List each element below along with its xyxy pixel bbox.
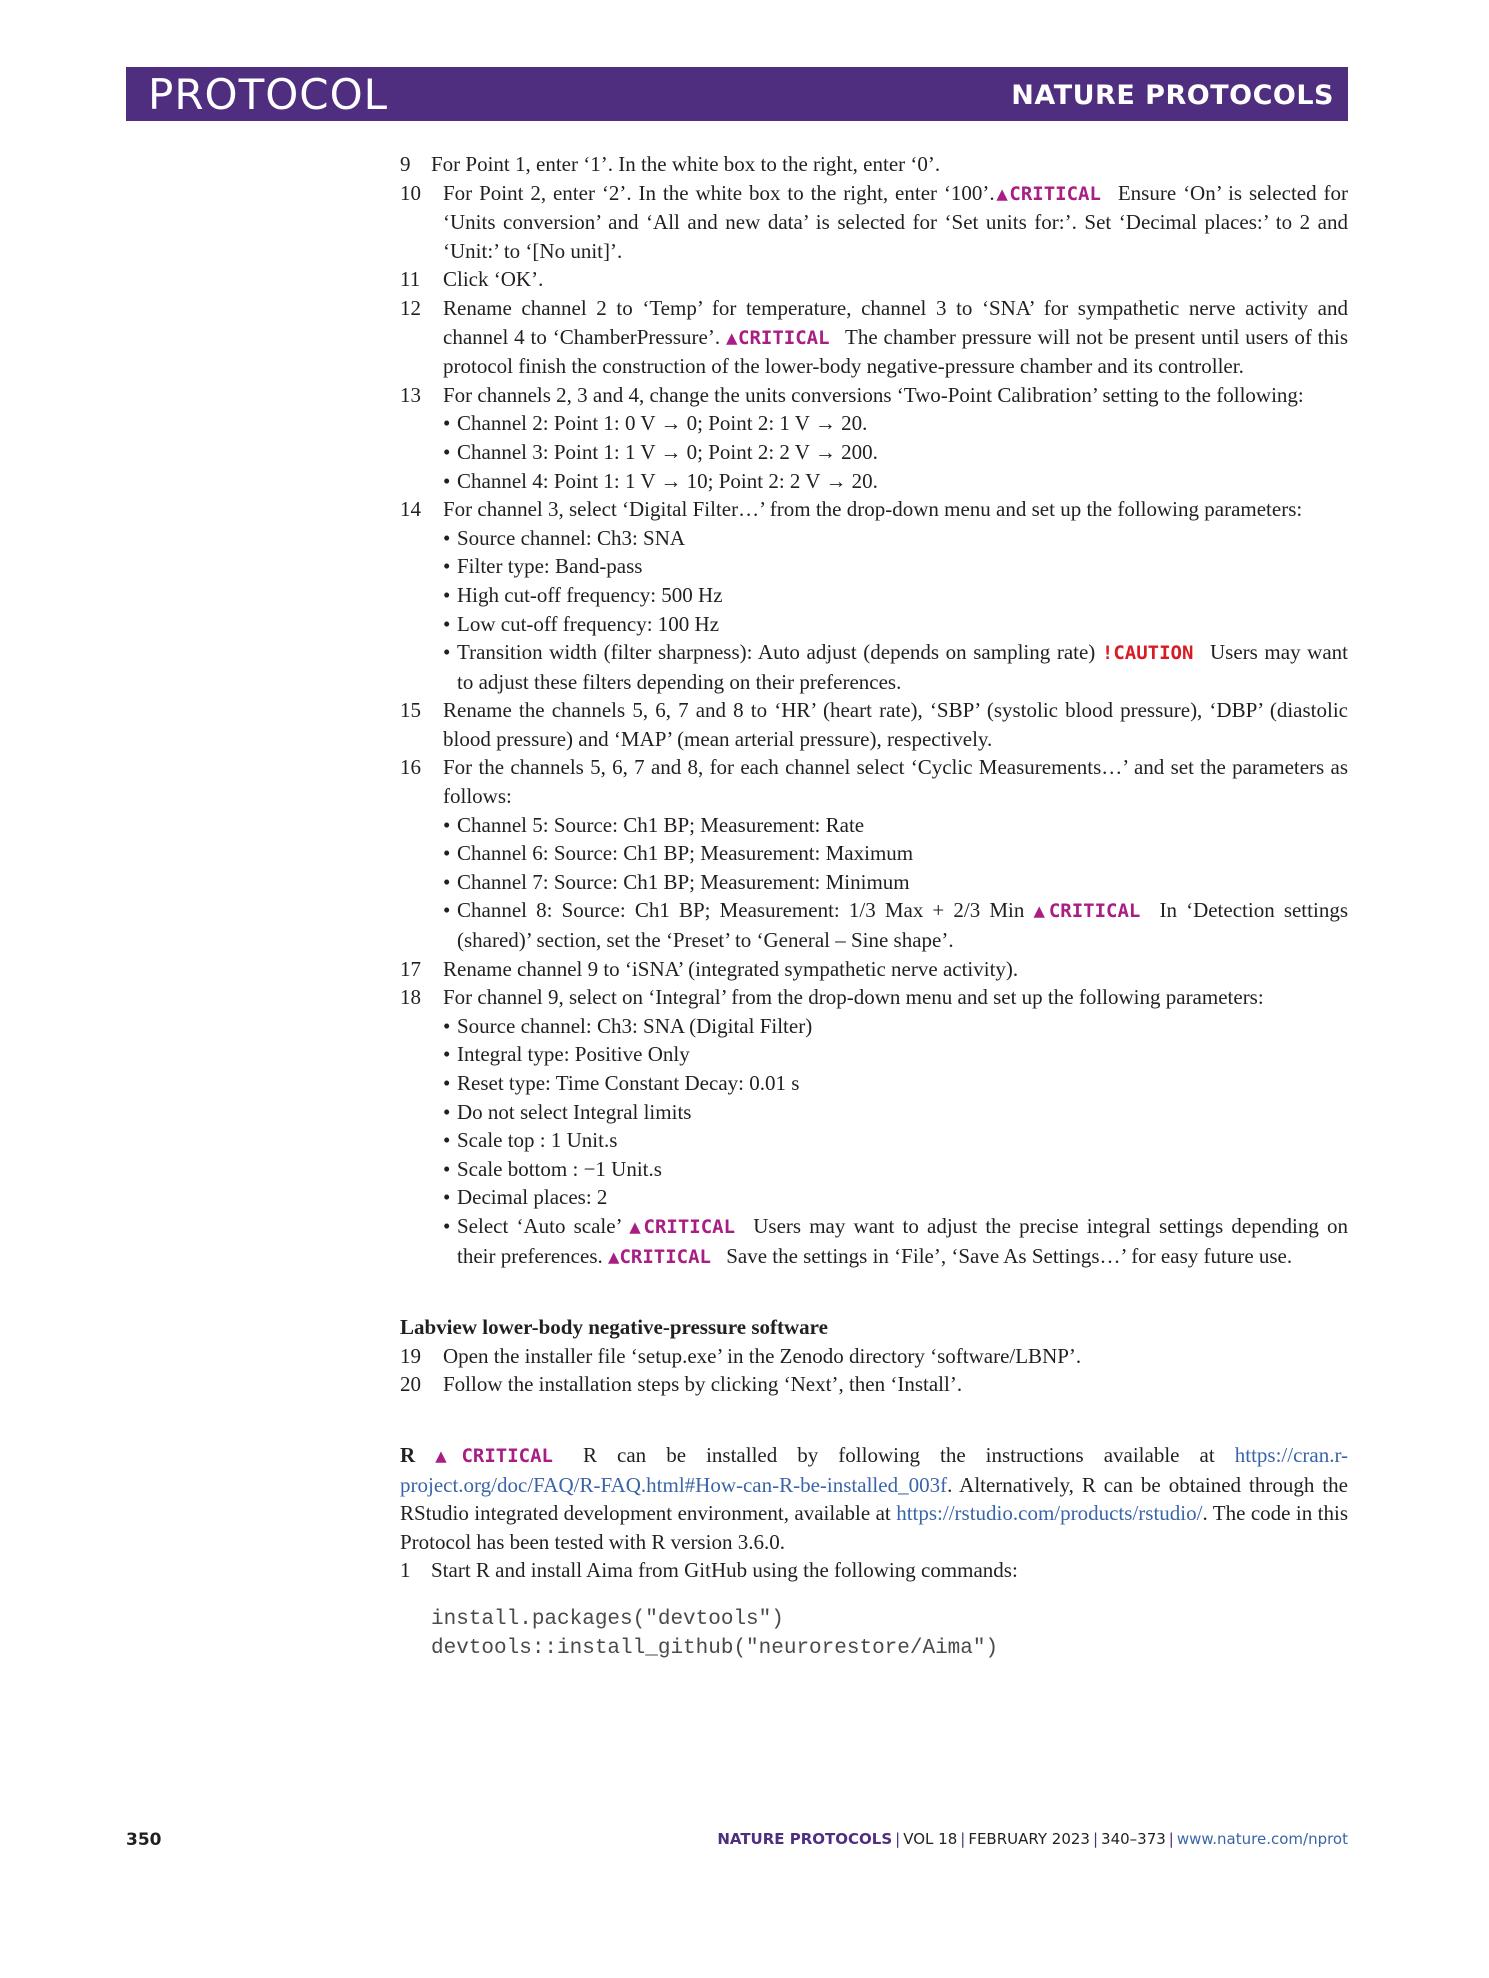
step-number: 12: [400, 295, 421, 320]
footer-journal-name: NATURE PROTOCOLS: [717, 1830, 893, 1848]
step-text: Ensure ‘On’ is selected for ‘Units conversion’ and ‘All and new data’ is selected for ‘Set units for:’. Set ‘Decimal places:’ to 2 and ‘Unit:’ to ‘[No unit]’.: [443, 180, 1348, 263]
paragraph-text: . The code in this Protocol has been tested with R version 3.6.0.: [400, 1501, 1349, 1554]
step-number: 1: [400, 1558, 411, 1583]
page-number: 350: [126, 1830, 162, 1850]
step-12: [400, 294, 1348, 381]
step-text: Follow the installation steps by clicking ‘Next’, then ‘Install’.: [443, 1372, 963, 1397]
list-item: • Do not select Integral limits: [443, 1098, 1348, 1127]
rstudio-link[interactable]: https://rstudio.com/products/rstudio/: [896, 1501, 1203, 1526]
step-text: Start R and install Aima from GitHub using the following commands:: [431, 1558, 1018, 1583]
list-item: • Scale top : 1 Unit.s: [443, 1126, 1348, 1155]
journal-title: NATURE PROTOCOLS: [1011, 80, 1334, 111]
step-10: [400, 179, 1348, 266]
list-item: • Scale bottom : −1 Unit.s: [443, 1155, 1348, 1184]
section-label: PROTOCOL: [148, 70, 389, 119]
list-item: [443, 638, 1348, 696]
list-item-text: In ‘Detection settings (shared)’ section, set the ‘Preset’ to ‘General – Sine shape’.: [457, 898, 1348, 953]
code-line: install.packages("devtools"): [431, 1607, 784, 1631]
step-number: 14: [400, 497, 421, 522]
separator: |: [1168, 1830, 1174, 1848]
r-label: R: [400, 1442, 416, 1467]
footer-url[interactable]: www.nature.com/nprot: [1176, 1830, 1348, 1848]
step-19: [400, 1342, 1348, 1371]
separator: |: [1092, 1830, 1099, 1848]
list-item: • Channel 4: Point 1: 1 V → 10; Point 2: 2 V → 20.: [443, 467, 1348, 496]
list-item: • Integral type: Positive Only: [443, 1040, 1348, 1069]
step-18: [400, 983, 1348, 1271]
critical-marker: ▲CRITICAL: [994, 182, 1101, 205]
article-body: [400, 150, 1348, 1663]
step-text: Open the installer file ‘setup.exe’ in the Zenodo directory ‘software/LBNP’.: [443, 1343, 1082, 1368]
step-number: 18: [400, 985, 421, 1010]
step-17: [400, 955, 1348, 984]
step-number: 20: [400, 1372, 421, 1397]
list-item: [443, 1212, 1348, 1271]
paragraph-text: . Alternatively, R can be obtained through the RStudio integrated development environment, available at: [400, 1472, 1348, 1526]
footer-date: FEBRUARY 2023: [968, 1830, 1090, 1848]
step-text: The chamber pressure will not be present until users of this protocol finish the construction of the lower-body negative-pressure chamber and its controller.: [443, 324, 1349, 379]
step-text: For the channels 5, 6, 7 and 8, for each channel select ‘Cyclic Measurements…’ and set the parameters as follows:: [443, 755, 1348, 809]
step-text: Click ‘OK’.: [443, 267, 544, 292]
footer-citation: [717, 1830, 1348, 1848]
code-block: [400, 1606, 1348, 1663]
critical-marker: ▲CRITICAL: [629, 1215, 736, 1238]
step-14: [400, 495, 1348, 696]
critical-marker: ▲CRITICAL: [435, 1444, 553, 1467]
list-item-text: Transition width (filter sharpness): Auto adjust (depends on sampling rate): [457, 640, 1096, 665]
critical-marker: ▲CRITICAL: [725, 326, 830, 349]
footer-pages: 340–373: [1101, 1830, 1166, 1848]
step-20: [400, 1370, 1348, 1399]
list-item: • Channel 3: Point 1: 1 V → 0; Point 2: 2 V → 200.: [443, 438, 1348, 467]
list-item: • Channel 5: Source: Ch1 BP; Measurement: Rate: [443, 811, 1348, 840]
section-heading: Labview lower-body negative-pressure software: [400, 1315, 828, 1340]
list-item-text: Select ‘Auto scale’: [457, 1213, 622, 1238]
header-banner: [126, 67, 1348, 121]
list-item-text: Users may want to adjust these filters depending on their preferences.: [457, 640, 1349, 694]
step-1: [400, 1556, 1348, 1585]
step-number: 10: [400, 180, 421, 205]
step-number: 17: [400, 956, 421, 981]
list-item-text: Save the settings in ‘File’, ‘Save As Settings…’ for easy future use.: [726, 1243, 1293, 1268]
step-text: Rename channel 9 to ‘iSNA’ (integrated sympathetic nerve activity).: [443, 956, 1019, 981]
separator: |: [895, 1830, 901, 1848]
list-item: • Channel 6: Source: Ch1 BP; Measurement: Maximum: [443, 839, 1348, 868]
step-11: [400, 265, 1348, 294]
list-item: • Source channel: Ch3: SNA: [443, 524, 1348, 553]
list-item: • Channel 2: Point 1: 0 V → 0; Point 2: 1 V → 20.: [443, 409, 1348, 438]
step-text: For channels 2, 3 and 4, change the units conversions ‘Two-Point Calibration’ setting to the following:: [443, 382, 1304, 407]
step-9: [400, 150, 1348, 179]
code-line: devtools::install_github("neurorestore/Aima"): [431, 1636, 999, 1660]
list-item-text: Users may want to adjust the precise integral settings depending on their preferences.: [457, 1213, 1349, 1268]
cran-link[interactable]: https://cran.r-project.org/doc/FAQ/R-FAQ.html#How-can-R-be-installed_003f: [400, 1442, 1349, 1497]
list-item: • Filter type: Band-pass: [443, 552, 1348, 581]
step-15: [400, 696, 1348, 753]
list-item: • Decimal places: 2: [443, 1183, 1348, 1212]
step-number: 9: [400, 152, 411, 176]
step-text: Rename the channels 5, 6, 7 and 8 to ‘HR’ (heart rate), ‘SBP’ (systolic blood pressure), ‘DBP’ (diastolic blood pressure) and ‘MAP’ (mean arterial pressure), respectively.: [443, 698, 1348, 751]
step-text: For Point 2, enter ‘2’. In the white box to the right, enter ‘100’.: [443, 180, 995, 205]
list-item: • Reset type: Time Constant Decay: 0.01 s: [443, 1069, 1348, 1098]
list-item-text: Channel 8: Source: Ch1 BP; Measurement: 1/3 Max + 2/3 Min: [457, 898, 1025, 923]
step-text: Rename channel 2 to ‘Temp’ for temperature, channel 3 to ‘SNA’ for sympathetic nerve activity and channel 4 to ‘ChamberPressure’.: [443, 295, 1348, 349]
list-item: • High cut-off frequency: 500 Hz: [443, 581, 1348, 610]
footer-volume: VOL 18: [903, 1830, 958, 1848]
r-paragraph: [400, 1441, 1348, 1556]
list-item: • Source channel: Ch3: SNA (Digital Filter): [443, 1012, 1348, 1041]
step-16: [400, 753, 1348, 954]
paragraph-text: R can be installed by following the instructions available at: [583, 1442, 1215, 1467]
step-number: 16: [400, 755, 421, 780]
list-item: • Low cut-off frequency: 100 Hz: [443, 610, 1348, 639]
step-text: For Point 1, enter ‘1’. In the white box to the right, enter ‘0’.: [431, 152, 941, 176]
critical-marker: ▲CRITICAL: [608, 1245, 711, 1268]
list-item: • Channel 7: Source: Ch1 BP; Measurement: Minimum: [443, 868, 1348, 897]
step-text: For channel 3, select ‘Digital Filter…’ from the drop-down menu and set up the following parameters:: [443, 497, 1303, 522]
step-13: [400, 381, 1348, 495]
separator: |: [960, 1830, 966, 1848]
step-text: For channel 9, select on ‘Integral’ from the drop-down menu and set up the following parameters:: [443, 985, 1264, 1010]
list-item: [443, 896, 1348, 954]
step-number: 19: [400, 1343, 421, 1368]
caution-marker: !CAUTION: [1101, 642, 1194, 665]
step-number: 13: [400, 382, 421, 407]
step-number: 15: [400, 698, 421, 723]
step-number: 11: [400, 267, 421, 292]
critical-marker: ▲CRITICAL: [1033, 900, 1141, 923]
